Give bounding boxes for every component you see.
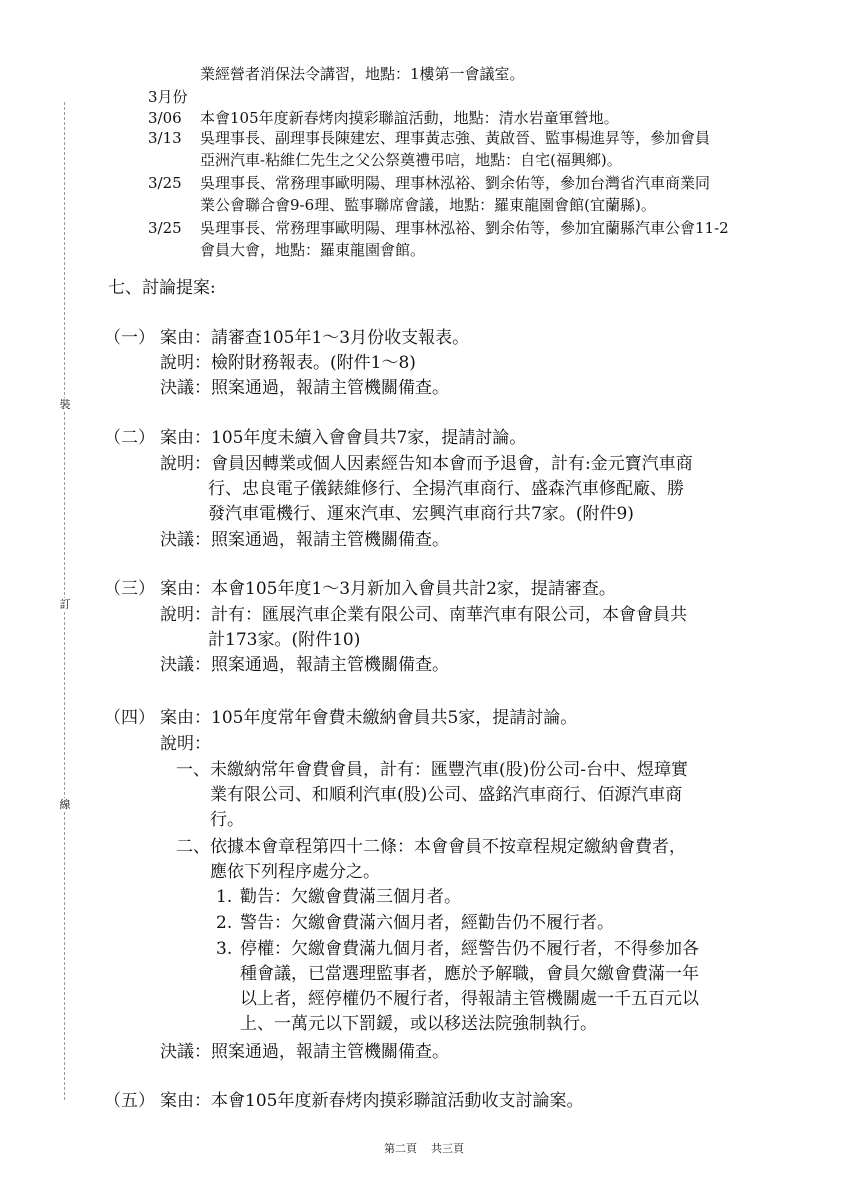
proposal-explanation-label: 說明：	[160, 734, 211, 754]
page-footer	[0, 1140, 848, 1156]
proposal-number: （二）	[104, 428, 155, 448]
activity-text: 吳理事長、副理事長陳建宏、理事黃志強、黃啟晉、監事楊進昇等，參加會員	[200, 129, 711, 147]
proposal-resolution: 決議：照案通過，報請主管機關備查。	[160, 655, 449, 675]
activity-date: 3/25	[148, 219, 182, 237]
proposal-subject: 案由：105年度未續入會會員共7家，提請討論。	[160, 428, 527, 448]
month-heading: 3月份	[148, 88, 188, 106]
proposal-subject: 案由：本會105年度新春烤肉摸彩聯誼活動收支討論案。	[160, 1091, 584, 1111]
proposal-explanation: 說明：檢附財務報表。(附件1～8)	[160, 353, 416, 373]
step-marker: 1.	[216, 887, 233, 907]
proposal-explanation: 說明：會員因轉業或個人因素經告知本會而予退會，計有:金元寶汽車商	[160, 454, 693, 474]
proposal-explanation: 行、忠良電子儀錶維修行、全揚汽車商行、盛森汽車修配廠、勝	[208, 479, 684, 499]
step-text: 勸告：欠繳會費滿三個月者。	[240, 887, 461, 907]
proposal-number: （四）	[104, 708, 155, 728]
activity-text: 本會105年度新春烤肉摸彩聯誼活動，地點：清水岩童軍營地。	[200, 109, 619, 127]
step-marker: 2.	[216, 913, 233, 933]
activity-text: 吳理事長、常務理事歐明陽、理事林泓裕、劉余佑等，參加台灣省汽車商業同	[200, 174, 711, 192]
step-marker: 3.	[216, 939, 233, 959]
point-text: 未繳納常年會費會員，計有：匯豐汽車(股)份公司-台中、煜璋實	[210, 760, 689, 780]
proposal-subject: 案由：請審查105年1～3月份收支報表。	[160, 328, 470, 348]
step-text: 停權：欠繳會費滿九個月者，經警告仍不履行者，不得參加各	[240, 939, 699, 959]
proposal-explanation: 計173家。(附件10)	[208, 630, 361, 650]
proposal-resolution: 決議：照案通過，報請主管機關備查。	[160, 378, 449, 398]
activity-text: 會員大會，地點：羅東龍園會館。	[200, 241, 426, 259]
binding-char-ding: 訂	[57, 598, 73, 612]
proposal-resolution: 決議：照案通過，報請主管機關備查。	[160, 530, 449, 550]
proposal-subject: 案由：105年度常年會費未繳納會員共5家，提請討論。	[160, 708, 578, 728]
point-marker: 一、	[176, 760, 210, 780]
activity-text: 業公會聯合會9-6理、監事聯席會議，地點：羅東龍園會館(宜蘭縣)。	[200, 196, 656, 214]
page-number: 第二頁	[384, 1142, 417, 1155]
point-text: 業有限公司、和順利汽車(股)公司、盛銘汽車商行、佰源汽車商	[210, 785, 683, 805]
step-text: 種會議，已當選理監事者，應於予解職，會員欠繳會費滿一年	[240, 964, 699, 984]
proposal-number: （五）	[104, 1091, 155, 1111]
proposal-number: （三）	[104, 579, 155, 599]
point-text: 依據本會章程第四十二條：本會會員不按章程規定繳納會費者，	[210, 837, 686, 857]
activity-text: 吳理事長、常務理事歐明陽、理事林泓裕、劉余佑等，參加宜蘭縣汽車公會11-2	[200, 219, 729, 237]
activity-date: 3/13	[148, 129, 182, 147]
proposal-explanation: 說明：計有：匯展汽車企業有限公司、南華汽車有限公司，本會會員共	[160, 605, 687, 625]
step-text: 以上者，經停權仍不履行者，得報請主管機關處一千五百元以	[240, 989, 699, 1009]
proposal-number: （一）	[104, 328, 155, 348]
activity-text: 亞洲汽車-粘維仁先生之父公祭奠禮弔唁，地點：自宅(福興鄉)。	[200, 151, 622, 169]
page-total: 共三頁	[431, 1142, 464, 1155]
activity-date: 3/25	[148, 174, 182, 192]
proposal-explanation: 發汽車電機行、運來汽車、宏興汽車商行共7家。(附件9)	[208, 504, 634, 524]
point-text: 應依下列程序處分之。	[210, 862, 380, 882]
point-text: 行。	[210, 810, 244, 830]
step-text: 警告：欠繳會費滿六個月者，經勸告仍不履行者。	[240, 913, 614, 933]
step-text: 上、一萬元以下罰鍰，或以移送法院強制執行。	[240, 1014, 597, 1034]
proposal-resolution: 決議：照案通過，報請主管機關備查。	[160, 1042, 449, 1062]
activity-continuation: 業經營者消保法令講習，地點：1樓第一會議室。	[200, 65, 525, 83]
section-title: 七、討論提案:	[108, 278, 216, 298]
binding-char-xian: 線	[57, 798, 73, 812]
binding-char-zhuang: 裝	[57, 398, 73, 412]
point-marker: 二、	[176, 837, 210, 857]
proposal-subject: 案由：本會105年度1～3月新加入會員共計2家，提請審查。	[160, 579, 616, 599]
activity-date: 3/06	[148, 109, 182, 127]
